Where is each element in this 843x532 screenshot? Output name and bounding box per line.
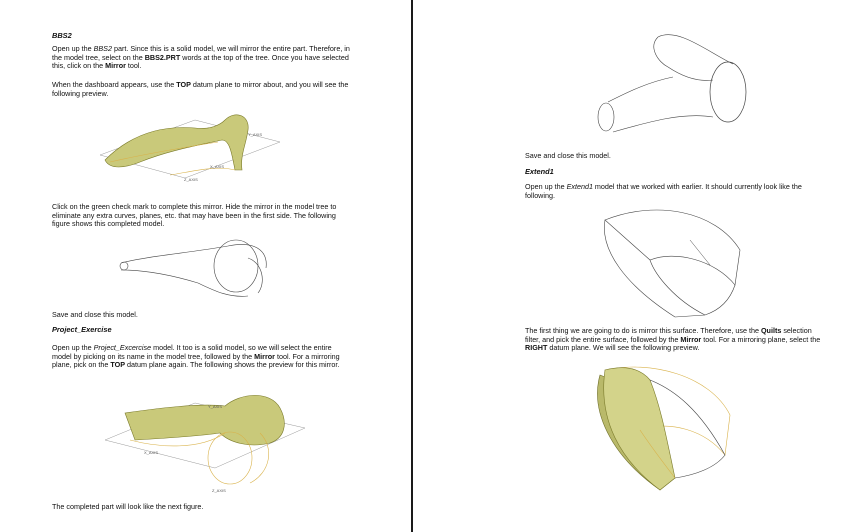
axis-label-z-project: Z_AXIS <box>212 488 226 493</box>
axis-label-x-project: X_AXIS <box>144 450 159 455</box>
paragraph-project-exercise: Open up the Project_Excercise model. It too is a solid model, so we will select the entire model by picking on its name in the model tree, followed by the Mirror tool. For a mirroring plane, pick on the TOP datum plane again. The following shows the preview for this mirror. <box>52 343 340 370</box>
axis-label-x: X_AXIS <box>210 164 225 169</box>
paragraph-project-save: Save and close this model. <box>525 151 611 160</box>
extend1-inner-curve <box>650 260 705 315</box>
section-heading-project-exercise: Project_Exercise <box>52 325 112 334</box>
paragraph-bbs2-intro: Open up the BBS2 part. Since this is a solid model, we will mirror the entire part. Therefore, in the model tree, select on the BBS2.PRT words at the top of the tree. Once you have selected this, click on the Mirror tool. <box>52 44 350 71</box>
project-solid-surface <box>125 395 284 445</box>
paragraph-extend1-mirror: The first thing we are going to do is mirror this surface. Therefore, use the Quilts selection filter, and pick the entire surface, followed by the Mirror tool. For a mirroring plane, select the RIGHT datum plane. We will see the following preview. <box>525 326 821 353</box>
axis-label-y: Y_AXIS <box>248 132 263 137</box>
original-surface-bottom <box>675 455 725 478</box>
model-end-circle <box>120 262 128 270</box>
mirrored-surface-face <box>604 368 675 490</box>
model-top-curve <box>121 245 266 268</box>
figure-extend1-preview <box>580 360 750 500</box>
figure-project-preview <box>100 388 310 498</box>
model-shaft-top <box>608 77 673 102</box>
paragraph-bbs2-complete: Click on the green check mark to complete this mirror. Hide the mirror in the model tree to eliminate any extra curves, planes, etc. that may have been in the first side. The following figure shows this completed model. <box>52 202 337 229</box>
axis-label-y-project: Y_AXIS <box>208 404 223 409</box>
model-outline-ellipse <box>214 240 258 292</box>
figure-extend1-current <box>595 205 740 320</box>
extend1-upper-surface <box>605 210 740 285</box>
bbs2-solid-surface <box>105 115 248 170</box>
model-head-top <box>658 35 733 64</box>
model-end-ellipse <box>710 62 746 122</box>
page-divider <box>411 0 413 532</box>
model-head-bottom <box>668 67 713 80</box>
paragraph-project-completed: The completed part will look like the next figure. <box>52 502 204 511</box>
figure-project-completed <box>588 22 758 137</box>
model-shaft-bottom <box>613 116 713 132</box>
model-side-curve <box>248 258 262 293</box>
model-head-left <box>654 37 668 67</box>
paragraph-extend1-intro: Open up the Extend1 model that we worked with earlier. It should currently look like the following. <box>525 182 802 200</box>
model-shaft-end <box>598 103 614 131</box>
extend1-bottom-edge <box>675 285 735 317</box>
model-bottom-curve <box>121 270 248 296</box>
paragraph-bbs2-save: Save and close this model. <box>52 310 138 319</box>
section-heading-bbs2: BBS2 <box>52 31 72 40</box>
figure-bbs2-completed <box>118 238 278 308</box>
section-heading-extend1: Extend1 <box>525 167 554 176</box>
axis-label-z: Z_AXIS <box>184 177 198 182</box>
figure-bbs2-preview <box>100 100 280 190</box>
extend1-left-edge <box>604 220 675 317</box>
paragraph-bbs2-dashboard: When the dashboard appears, use the TOP datum plane to mirror about, and you will see the following preview. <box>52 80 349 98</box>
